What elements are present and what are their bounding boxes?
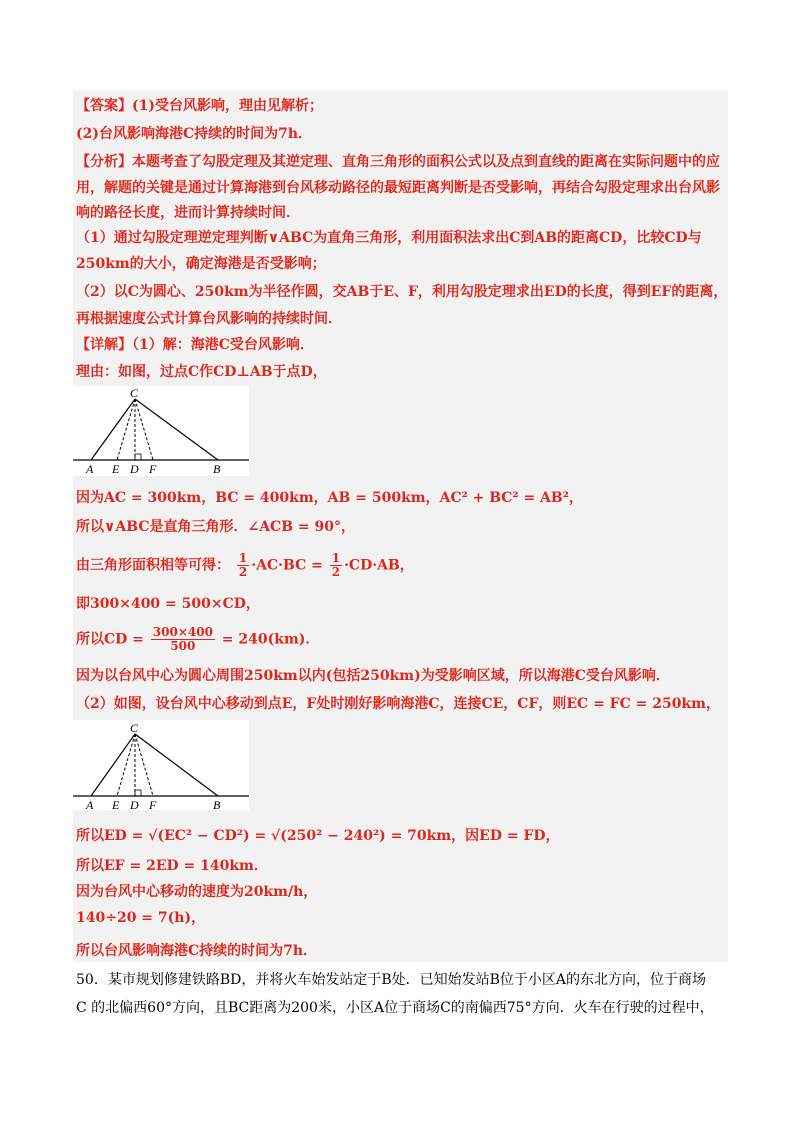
triangle-diagram-1 — [73, 386, 249, 476]
detail-line-2: 理由：如图，过点C作CD⊥AB于点D， — [76, 364, 327, 380]
analysis-line-7: 再根据速度公式计算台风影响的持续时间． — [76, 311, 342, 327]
fraction-cd: $\frac{300\times 400}{500}$ — [152, 625, 213, 653]
detail-line-3: 因为AC = 300km，BC = 400km，AB = 500km，AC² + BC² = AB²， — [76, 490, 583, 506]
detail-line-12: 因为台风中心移动的速度为20km/h， — [76, 884, 318, 900]
label-A: A — [86, 798, 94, 810]
detail-line-7: 所以CD = $\frac{300\times 400}{500}$ = 240(km)． — [76, 625, 320, 653]
detail-line-14: 所以台风影响海港C持续的时间为7h． — [76, 943, 318, 959]
label-E: E — [112, 462, 120, 476]
triangle-diagram-2 — [73, 720, 249, 810]
detail-line-9: （2）如图，设台风中心移动到点E，F处时刚好影响海港C，连接CE，CF，则EC = FC = 250km， — [76, 696, 720, 712]
label-E: E — [112, 798, 120, 810]
analysis-line-5: 250km的大小，确定海港是否受影响； — [76, 256, 326, 272]
fraction-half-2: $\frac{1}{2}$ — [331, 551, 341, 579]
analysis-line-1: 【分析】本题考查了勾股定理及其逆定理、直角三角形的面积公式以及点到直线的距离在实际问题中的应 — [76, 154, 720, 170]
fraction-half-1: $\frac{1}{2}$ — [238, 551, 248, 579]
analysis-line-4: （1）通过勾股定理逆定理判断∨ABC为直角三角形，利用面积法求出C到AB的距离CD，比较CD与 — [76, 230, 702, 246]
analysis-line-2: 用，解题的关键是通过计算海港到台风移动路径的最短距离判断是否受影响，再结合勾股定理求出台风影 — [76, 180, 720, 196]
analysis-line-6: （2）以C为圆心、250km为半径作圆，交AB于E、F，利用勾股定理求出ED的长度，得到EF的距离， — [76, 284, 728, 300]
detail-line-13: 140÷20 = 7(h)， — [76, 910, 206, 926]
label-A: A — [86, 462, 94, 476]
label-B: B — [213, 462, 221, 476]
label-C: C — [130, 386, 139, 400]
label-F: F — [149, 462, 157, 476]
detail-line-8: 因为以台风中心为圆心周围250km以内(包括250km)为受影响区域，所以海港C受台风影响． — [76, 668, 670, 684]
analysis-line-3: 响的路径长度，进而计算持续时间． — [76, 205, 300, 221]
answer-line-2: (2)台风影响海港C持续的时间为7h． — [76, 126, 313, 142]
detail-line-1: 【详解】（1）解：海港C受台风影响． — [76, 337, 314, 353]
triangle-figure-1 — [73, 386, 249, 476]
label-D: D — [130, 798, 139, 810]
label-B: B — [213, 798, 221, 810]
label-D: D — [130, 462, 139, 476]
label-C: C — [130, 721, 139, 735]
detail-line-4: 所以∨ABC是直角三角形．∠ACB = 90°， — [76, 519, 355, 535]
label-F: F — [149, 798, 157, 810]
detail-line-6: 即300×400 = 500×CD， — [76, 596, 260, 612]
triangle-figure-2 — [73, 720, 249, 810]
detail-line-5: 由三角形面积相等可得： $\frac{1}{2}$ ·AC·BC = $\frac{1}{2}$ ·CD·AB， — [76, 551, 414, 579]
problem-50-line-1: 50．某市规划修建铁路BD，并将火车始发站定于B处．已知始发站B位于小区A的东北方向，位于商场 — [76, 972, 707, 988]
problem-50-line-2: C 的北偏西60°方向，且BC距离为200米，小区A位于商场C的南偏西75°方向．火车在行驶的过程中， — [76, 1000, 714, 1016]
detail-line-10: 所以ED = √(EC² − CD²) = √(250² − 240²) = 70km，因ED = FD， — [76, 828, 560, 844]
detail-line-11: 所以EF = 2ED = 140km． — [76, 858, 268, 874]
answer-line-1: 【答案】(1)受台风影响，理由见解析； — [76, 98, 323, 114]
